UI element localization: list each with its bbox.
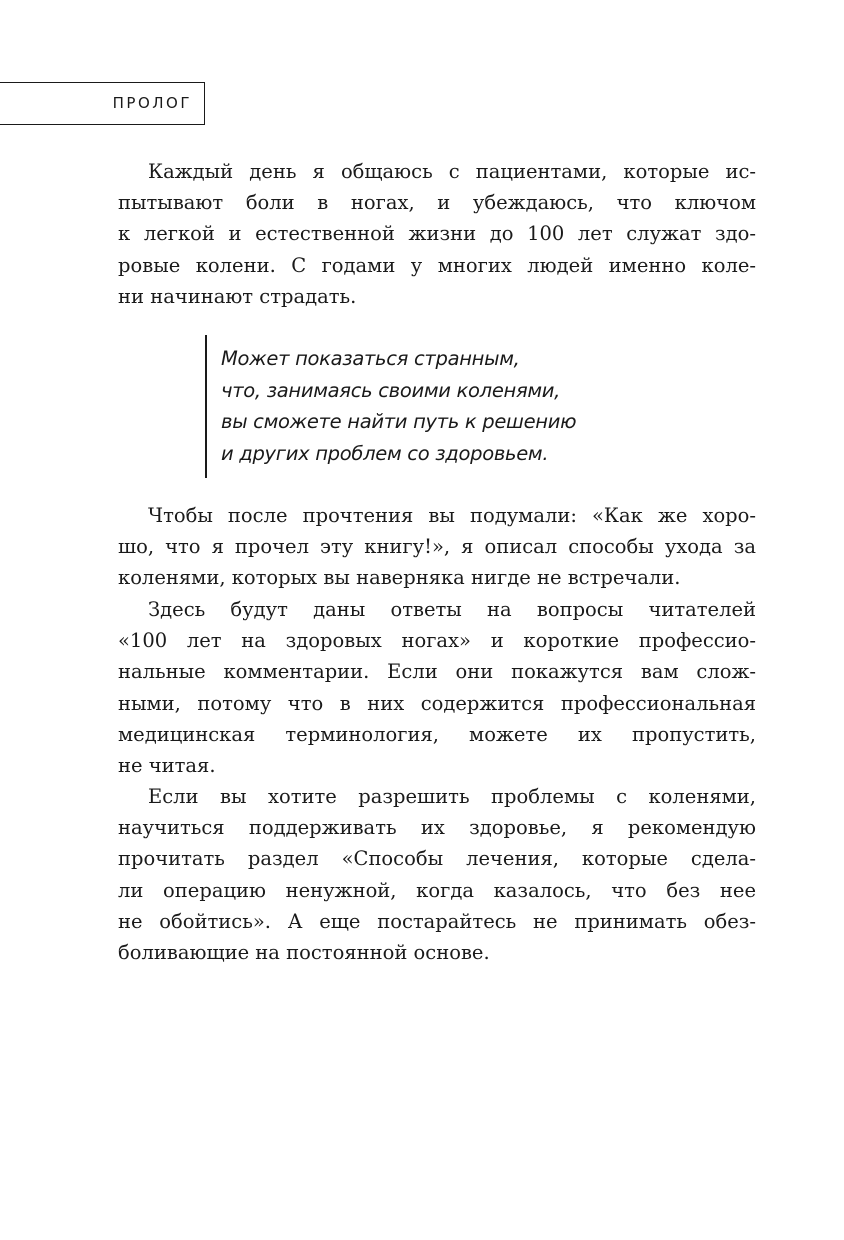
text-line: ни начинают страдать. <box>118 284 357 308</box>
text-line: Каждый день я общаюсь с пациентами, которые ис- <box>148 160 756 183</box>
text-line: ровые колени. С годами у многих людей именно коле- <box>118 253 756 277</box>
text-line: медицинская терминология, можете их пропустить, <box>118 722 756 746</box>
pull-quote-line: вы сможете найти путь к решению <box>221 410 577 433</box>
pull-quote-line: что, занимаясь своими коленями, <box>221 378 561 402</box>
paragraph-2 <box>118 500 756 594</box>
section-title: ПРОЛОГ <box>112 94 192 112</box>
text-line: боливающие на постоянной основе. <box>118 941 490 965</box>
pull-quote <box>205 335 625 478</box>
text-line: к легкой и естественной жизни до 100 лет служат здо- <box>118 222 756 246</box>
text-line: пытывают боли в ногах, и убеждаюсь, что ключом <box>118 191 756 215</box>
paragraph-4 <box>118 781 756 968</box>
text-line: шо, что я прочел эту книгу!», я описал способы ухода за <box>118 535 756 559</box>
text-line: не читая. <box>118 754 216 778</box>
paragraph-3 <box>118 594 756 781</box>
text-line: коленями, которых вы наверняка нигде не встречали. <box>118 566 681 590</box>
text-line: не обойтись». А еще постарайтесь не принимать обез- <box>118 909 756 933</box>
text-line: Здесь будут даны ответы на вопросы читателей <box>148 598 756 621</box>
text-line: прочитать раздел «Способы лечения, которые сдела- <box>118 847 756 871</box>
text-line: ными, потому что в них содержится профессиональная <box>118 691 756 715</box>
text-line: «100 лет на здоровых ногах» и короткие профессио- <box>118 629 756 653</box>
text-line: Если вы хотите разрешить проблемы с коленями, <box>148 785 756 808</box>
text-line: Чтобы после прочтения вы подумали: «Как же хоро- <box>148 504 756 527</box>
paragraph-1 <box>118 156 756 312</box>
text-line: научиться поддерживать их здоровье, я рекомендую <box>118 816 756 840</box>
text-line: ли операцию ненужной, когда казалось, что без нее <box>118 878 756 902</box>
pull-quote-line: и других проблем со здоровьем. <box>221 441 549 465</box>
section-header-tab <box>0 82 205 125</box>
pull-quote-line: Может показаться странным, <box>221 347 520 370</box>
text-line: нальные комментарии. Если они покажутся вам слож- <box>118 660 756 684</box>
